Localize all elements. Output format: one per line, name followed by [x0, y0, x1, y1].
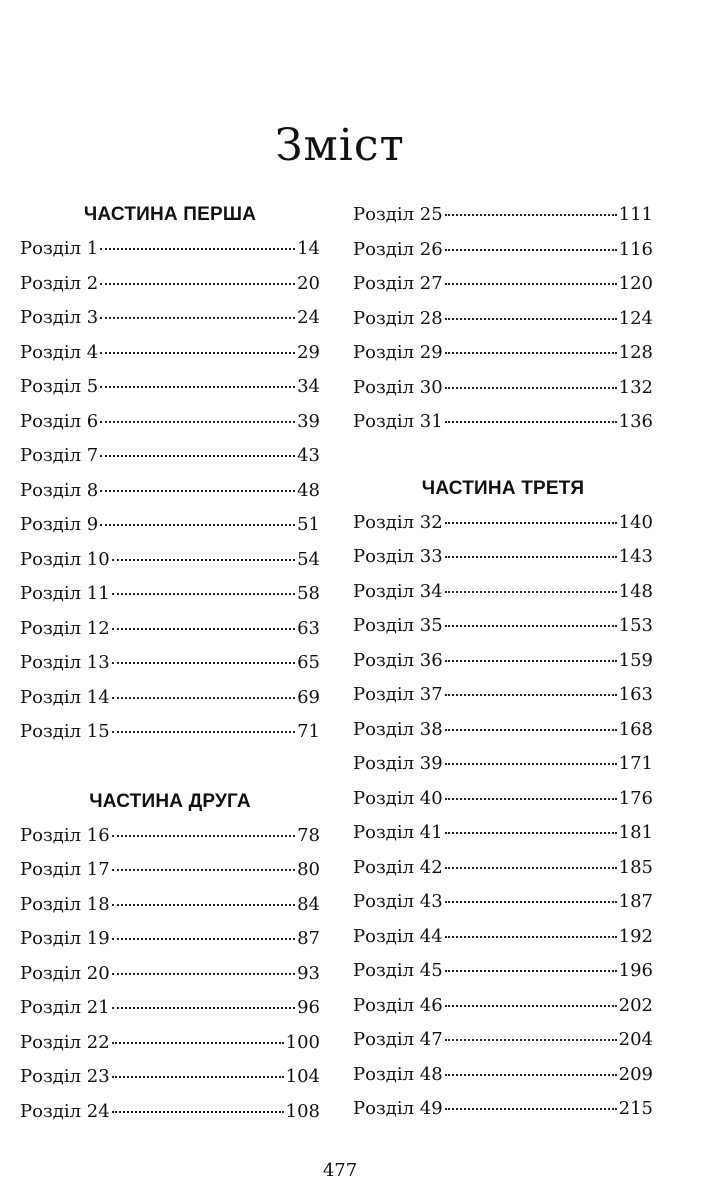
page-ref: 29 [297, 341, 320, 363]
toc-entry[interactable] [20, 474, 320, 509]
leader-dots [445, 213, 617, 216]
toc-entry[interactable] [20, 1095, 320, 1130]
page-ref: 181 [618, 822, 653, 843]
leader-dots [112, 937, 295, 940]
page-ref: 71 [297, 721, 320, 742]
toc-entry[interactable] [20, 1060, 320, 1095]
toc-entry[interactable] [353, 1058, 653, 1093]
page-ref: 93 [297, 962, 320, 984]
chapter-label: Розділ 49 [353, 1098, 443, 1119]
chapter-label: Розділ 39 [353, 753, 443, 774]
toc-entry[interactable] [20, 957, 320, 992]
leader-dots [100, 247, 295, 250]
chapter-label: Розділ 32 [353, 511, 443, 533]
toc-entry[interactable] [20, 922, 320, 957]
toc-entry[interactable] [20, 888, 320, 923]
toc-entry[interactable] [353, 920, 653, 955]
toc-entry[interactable] [353, 371, 653, 406]
toc-entry[interactable] [353, 575, 653, 610]
chapter-label: Розділ 20 [20, 962, 110, 984]
chapter-label: Розділ 3 [20, 307, 99, 328]
leader-dots [445, 762, 617, 765]
toc-entry[interactable] [20, 646, 320, 681]
chapter-label: Розділ 24 [20, 1100, 110, 1122]
leader-dots [112, 1041, 284, 1044]
page-ref: 176 [618, 787, 653, 809]
chapter-label: Розділ 44 [353, 925, 443, 947]
leader-dots [100, 316, 295, 319]
chapter-label: Розділ 48 [353, 1063, 443, 1085]
page-ref: 204 [618, 1029, 653, 1050]
leader-dots [445, 969, 617, 972]
toc-entry[interactable] [20, 508, 320, 543]
leader-dots [445, 693, 617, 696]
chapter-label: Розділ 27 [353, 273, 443, 294]
page-ref: 171 [618, 753, 653, 774]
page-ref: 39 [297, 410, 320, 432]
toc-entry[interactable] [353, 816, 653, 851]
toc-entry[interactable] [20, 853, 320, 888]
page-ref: 84 [297, 893, 320, 915]
toc-entry[interactable] [353, 678, 653, 713]
page-ref: 58 [297, 583, 320, 604]
page-ref: 209 [618, 1063, 653, 1085]
leader-dots [445, 521, 617, 524]
toc-entry[interactable] [353, 506, 653, 541]
chapter-label: Розділ 35 [353, 615, 443, 636]
leader-dots [112, 868, 295, 871]
chapter-label: Розділ 4 [20, 341, 99, 363]
chapter-label: Розділ 8 [20, 479, 99, 501]
leader-dots [445, 351, 617, 354]
page-ref: 202 [618, 994, 653, 1016]
chapter-label: Розділ 33 [353, 546, 443, 567]
chapter-label: Розділ 14 [20, 686, 110, 708]
toc-entry[interactable] [20, 439, 320, 474]
leader-dots [445, 1004, 617, 1007]
toc-entry[interactable] [20, 1026, 320, 1061]
leader-dots [445, 728, 617, 731]
toc-entry[interactable] [20, 543, 320, 578]
toc-entry[interactable] [353, 198, 653, 233]
leader-dots [445, 1107, 617, 1110]
page-ref: 104 [285, 1066, 320, 1087]
page-ref: 54 [297, 548, 320, 570]
toc-entry[interactable] [353, 302, 653, 337]
page-ref: 140 [618, 511, 653, 533]
page-ref: 120 [618, 273, 653, 294]
page-title: Зміст [275, 120, 405, 171]
part-three-heading: ЧАСТИНА ТРЕТЯ [421, 477, 585, 499]
chapter-label: Розділ 46 [353, 994, 443, 1016]
leader-dots [112, 558, 295, 561]
leader-dots [445, 797, 617, 800]
part-two-heading: ЧАСТИНА ДРУГА [89, 790, 251, 812]
leader-dots [100, 523, 295, 526]
chapter-label: Розділ 18 [20, 893, 110, 915]
section-spacer [20, 750, 320, 785]
leader-dots [445, 624, 617, 627]
chapter-label: Розділ 11 [20, 583, 110, 604]
toc-entry[interactable] [353, 747, 653, 782]
page-ref: 96 [297, 997, 320, 1018]
page-ref: 48 [297, 479, 320, 501]
chapter-label: Розділ 22 [20, 1031, 110, 1053]
leader-dots [100, 420, 295, 423]
leader-dots [445, 420, 617, 423]
leader-dots [112, 661, 295, 664]
toc-entry[interactable] [353, 782, 653, 817]
toc-entry[interactable] [20, 267, 320, 302]
page-ref: 43 [297, 445, 320, 466]
chapter-label: Розділ 19 [20, 928, 110, 949]
leader-dots [445, 900, 617, 903]
page-ref: 192 [618, 925, 653, 947]
leader-dots [445, 248, 617, 251]
leader-dots [112, 834, 295, 837]
page-ref: 187 [618, 891, 653, 912]
leader-dots [445, 659, 617, 662]
leader-dots [112, 627, 295, 630]
chapter-label: Розділ 5 [20, 376, 99, 397]
chapter-label: Розділ 42 [353, 856, 443, 878]
chapter-label: Розділ 45 [353, 960, 443, 981]
toc-entry[interactable] [353, 885, 653, 920]
leader-dots [445, 282, 617, 285]
toc-entry[interactable] [353, 540, 653, 575]
toc-entry[interactable] [20, 301, 320, 336]
toc-entry[interactable] [353, 851, 653, 886]
chapter-label: Розділ 16 [20, 824, 110, 846]
toc-entry[interactable] [20, 991, 320, 1026]
leader-dots [112, 592, 295, 595]
page-ref: 128 [618, 342, 653, 363]
toc-entry[interactable] [20, 715, 320, 750]
page-ref: 132 [618, 376, 653, 398]
chapter-label: Розділ 29 [353, 342, 443, 363]
leader-dots [112, 1006, 295, 1009]
chapter-label: Розділ 26 [353, 238, 443, 260]
chapter-label: Розділ 25 [353, 204, 443, 225]
toc-entry[interactable] [353, 267, 653, 302]
toc-column-left [20, 198, 320, 1129]
page-ref: 111 [618, 204, 653, 225]
page-ref: 163 [618, 684, 653, 705]
page-ref: 63 [297, 617, 320, 639]
chapter-label: Розділ 13 [20, 652, 110, 673]
chapter-label: Розділ 47 [353, 1029, 443, 1050]
toc-entry[interactable] [353, 954, 653, 989]
page-ref: 51 [297, 514, 320, 535]
page-ref: 215 [618, 1098, 653, 1119]
leader-dots [445, 386, 617, 389]
toc-entry[interactable] [353, 405, 653, 440]
chapter-label: Розділ 37 [353, 684, 443, 705]
toc-entry[interactable] [353, 1092, 653, 1127]
section-spacer [353, 440, 653, 472]
chapter-label: Розділ 34 [353, 580, 443, 602]
leader-dots [112, 1075, 284, 1078]
leader-dots [445, 1038, 617, 1041]
page-ref: 108 [285, 1100, 320, 1122]
page-ref: 136 [618, 411, 653, 432]
leader-dots [445, 831, 617, 834]
page-ref: 153 [618, 615, 653, 636]
toc-entry[interactable] [353, 1023, 653, 1058]
toc-entry[interactable] [20, 681, 320, 716]
page-ref: 87 [297, 928, 320, 949]
page-ref: 78 [297, 824, 320, 846]
page-ref: 124 [618, 307, 653, 329]
page-ref: 69 [297, 686, 320, 708]
leader-dots [100, 351, 295, 354]
leader-dots [112, 972, 295, 975]
leader-dots [445, 866, 617, 869]
leader-dots [445, 935, 617, 938]
chapter-label: Розділ 40 [353, 787, 443, 809]
page-ref: 14 [297, 238, 320, 259]
page-ref: 116 [618, 238, 653, 260]
chapter-label: Розділ 6 [20, 410, 99, 432]
leader-dots [445, 590, 617, 593]
page-ref: 80 [297, 859, 320, 880]
chapter-label: Розділ 10 [20, 548, 110, 570]
page-ref: 168 [618, 718, 653, 740]
toc-entry[interactable] [20, 232, 320, 267]
leader-dots [100, 454, 295, 457]
leader-dots [100, 282, 295, 285]
toc-column-right [353, 198, 653, 1127]
chapter-label: Розділ 43 [353, 891, 443, 912]
toc-entry[interactable] [20, 336, 320, 371]
leader-dots [112, 1110, 284, 1113]
toc-entry[interactable] [353, 336, 653, 371]
chapter-label: Розділ 17 [20, 859, 110, 880]
chapter-label: Розділ 30 [353, 376, 443, 398]
chapter-label: Розділ 2 [20, 272, 99, 294]
page-ref: 20 [297, 272, 320, 294]
leader-dots [445, 1073, 617, 1076]
chapter-label: Розділ 23 [20, 1066, 110, 1087]
page-number: 477 [322, 1160, 358, 1181]
leader-dots [100, 385, 295, 388]
chapter-label: Розділ 9 [20, 514, 99, 535]
leader-dots [112, 730, 295, 733]
toc-entry[interactable] [20, 819, 320, 854]
page-ref: 148 [618, 580, 653, 602]
page-ref: 24 [297, 307, 320, 328]
leader-dots [112, 903, 295, 906]
leader-dots [112, 696, 295, 699]
leader-dots [445, 555, 617, 558]
chapter-label: Розділ 1 [20, 238, 99, 259]
page-ref: 34 [297, 376, 320, 397]
page-ref: 185 [618, 856, 653, 878]
page-ref: 159 [618, 649, 653, 671]
chapter-label: Розділ 38 [353, 718, 443, 740]
chapter-label: Розділ 31 [353, 411, 443, 432]
chapter-label: Розділ 41 [353, 822, 443, 843]
chapter-label: Розділ 36 [353, 649, 443, 671]
page-ref: 65 [297, 652, 320, 673]
chapter-label: Розділ 7 [20, 445, 99, 466]
toc-entry[interactable] [353, 233, 653, 268]
toc-entry[interactable] [20, 577, 320, 612]
chapter-label: Розділ 28 [353, 307, 443, 329]
toc-entry[interactable] [353, 609, 653, 644]
page-ref: 143 [618, 546, 653, 567]
leader-dots [445, 317, 617, 320]
toc-entry[interactable] [353, 644, 653, 679]
leader-dots [100, 489, 295, 492]
toc-entry[interactable] [20, 612, 320, 647]
page-ref: 196 [618, 960, 653, 981]
toc-entry[interactable] [20, 405, 320, 440]
chapter-label: Розділ 15 [20, 721, 110, 742]
toc-entry[interactable] [353, 713, 653, 748]
toc-entry[interactable] [20, 370, 320, 405]
toc-entry[interactable] [353, 989, 653, 1024]
chapter-label: Розділ 21 [20, 997, 110, 1018]
page-ref: 100 [285, 1031, 320, 1053]
part-one-heading: ЧАСТИНА ПЕРША [83, 204, 257, 225]
chapter-label: Розділ 12 [20, 617, 110, 639]
